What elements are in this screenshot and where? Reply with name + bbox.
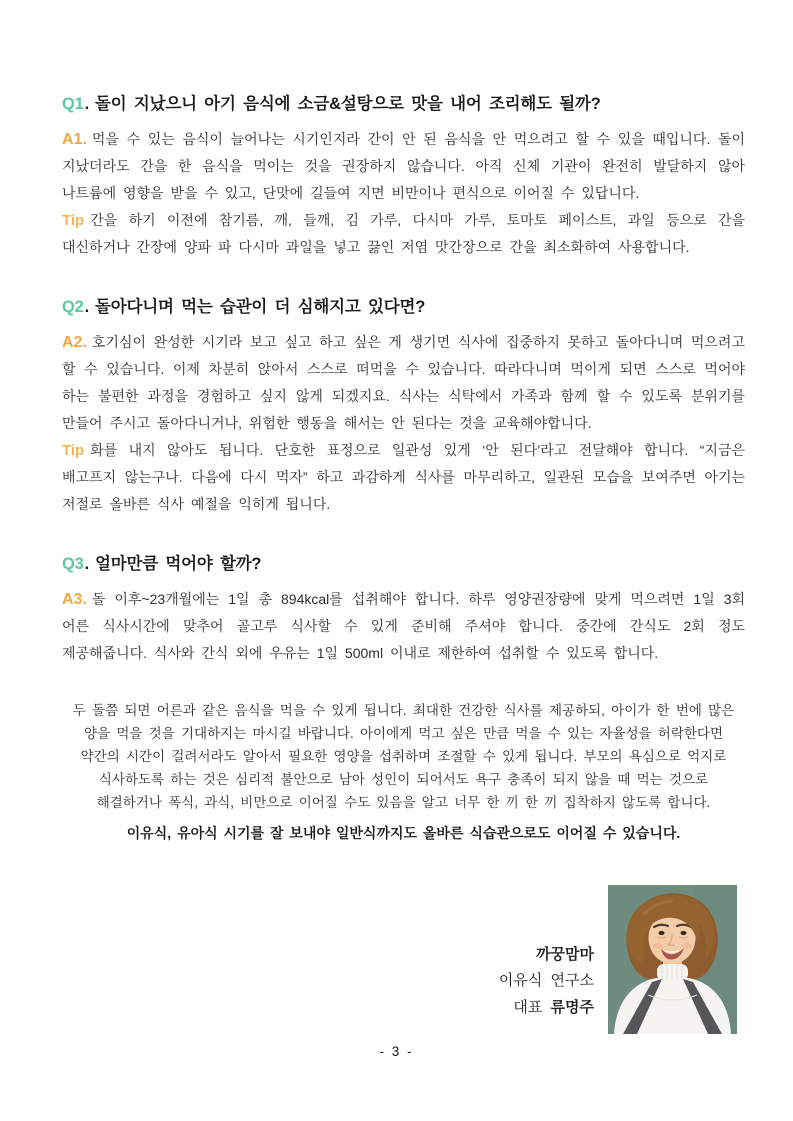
question-heading [62, 90, 745, 114]
answer-label: A2 [62, 334, 83, 351]
profile-photo [608, 885, 737, 1034]
answer-label: A1 [62, 131, 83, 148]
question-title: 돌이 지났으니 아기 음식에 소금&설탕으로 맛을 내어 조리해도 될까? [95, 95, 601, 113]
answer-text: 먹을 수 있는 음식이 늘어나는 시기인지라 간이 안 된 음식을 안 먹으려고 할 수 있을 때입니다. 돌이 지났더라도 간을 한 음식을 먹이는 것을 권장하지 않습니다. 아직 신체 기관이 완전히 발달하지 않아 나트륨에 영향을 받을 수 있고, 단맛에 길들여 지면 비만이나 편식으로 이어질 수 있답니다. [62, 131, 745, 201]
answer-paragraph [62, 126, 745, 207]
signature-role-name [499, 995, 594, 1022]
answer-paragraph [62, 586, 745, 667]
answer-label-dot: . [82, 591, 87, 608]
question-label-dot: . [84, 555, 90, 573]
qa-section-1 [62, 90, 745, 261]
closing-bold-line: 이유식, 유아식 시기를 잘 보내야 일반식까지도 올바른 식습관으로도 이어질 수 있습니다. [126, 825, 681, 841]
tip-paragraph [62, 207, 745, 261]
answer-label-dot: . [82, 334, 87, 351]
answer-paragraph [62, 329, 745, 437]
question-heading [62, 550, 745, 574]
signature-brand: 까꿍맘마 [536, 945, 594, 963]
signature-name: 류명주 [550, 998, 594, 1016]
qa-section-3 [62, 550, 745, 667]
question-heading [62, 293, 745, 317]
tip-text: 간을 하기 이전에 참기름, 깨, 들깨, 김 가루, 다시마 가루, 토마토 페이스트, 과일 등으로 간을 대신하거나 간장에 양파 파 다시마 과일을 넣고 끓인 저염 맛간장으로 간을 최소화하여 사용합니다. [62, 212, 745, 255]
signature-role: 대표 [513, 998, 543, 1016]
question-label-dot: . [84, 95, 90, 113]
tip-label: Tip [62, 442, 85, 459]
question-label: Q1 [62, 95, 84, 113]
signature-block [62, 885, 745, 1034]
question-title: 돌아다니며 먹는 습관이 더 심해지고 있다면? [95, 298, 426, 316]
closing-paragraph: 두 돌쯤 되면 어른과 같은 음식을 먹을 수 있게 됩니다. 최대한 건강한 식사를 제공하되, 아이가 한 번에 많은 양을 먹을 것을 기대하지는 마시길 바랍니다. 아이에게 먹고 싶은 만큼 먹을 수 있는 자율성을 허락한다면 약간의 시간이 걸려서라도 알아서 필요한 영양을 섭취하며 조절할 수 있게 됩니다. 부모의 욕심으로 억지로 식사하도록 하는 것은 심리적 불안으로 남아 성인이 되어서도 욕구 충족이 되지 않을 때 먹는 것으로 해결하거나 폭식, 과식, 비만으로 이어질 수도 있음을 알고 너무 한 끼 한 끼 집착하지 않도록 합니다. [72, 703, 735, 810]
question-label-dot: . [84, 298, 90, 316]
answer-text: 돌 이후~23개월에는 1일 총 894kcal를 섭취해야 합니다. 하루 영양권장량에 맞게 먹으려면 1일 3회 어른 식사시간에 맞추어 골고루 식사할 수 있게 준비해 주셔야 합니다. 중간에 간식도 2회 정도 제공해줍니다. 식사와 간식 외에 우유는 1일 500ml 이내로 제한하여 섭취할 수 있도록 합니다. [62, 591, 745, 661]
question-label: Q3 [62, 555, 84, 573]
question-title: 얼마만큼 먹어야 할까? [95, 555, 262, 573]
qa-section-2 [62, 293, 745, 518]
question-label: Q2 [62, 298, 84, 316]
document-content [62, 90, 745, 1034]
tip-text: 화를 내지 않아도 됩니다. 단호한 표정으로 일관성 있게 ‘안 된다’라고 전달해야 합니다. “지금은 배고프지 않는구나. 다음에 다시 먹자” 하고 과감하게 식사를 마무리하고, 일관된 모습을 보여주면 아기는 저절로 올바른 식사 예절을 익히게 됩니다. [62, 442, 745, 512]
answer-label-dot: . [82, 131, 87, 148]
tip-paragraph [62, 437, 745, 518]
tip-label: Tip [62, 212, 85, 229]
signature-text [499, 942, 594, 1022]
answer-text: 호기심이 완성한 시기라 보고 싶고 하고 싶은 게 생기면 식사에 집중하지 못하고 돌아다니며 먹으려고 할 수 있습니다. 이제 차분히 앉아서 스스로 떠먹을 수 있습니다. 따라다니며 먹이게 되면 스스로 먹어야 하는 불편한 과정을 경험하고 싶지 않게 되겠지요. 식사는 식탁에서 가족과 함께 할 수 있도록 분위기를 만들어 주시고 돌아다니거나, 위험한 행동을 해서는 안 된다는 것을 교육해야합니다. [62, 334, 745, 431]
answer-label: A3 [62, 591, 83, 608]
signature-org: 이유식 연구소 [498, 972, 594, 989]
page-number: - 3 - [379, 1044, 414, 1059]
